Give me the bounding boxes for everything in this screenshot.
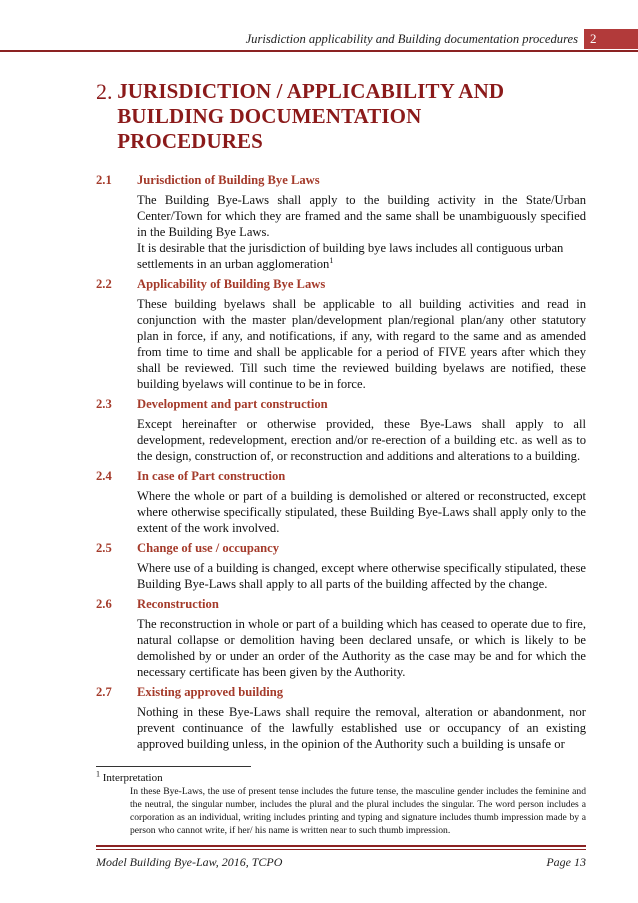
chapter-number-badge: 2 (584, 29, 638, 49)
paragraph: The Building Bye-Laws shall apply to the building activity in the State/Urban Center/Town for which they are framed and the same shall be unambiguously specified in the Building Bye Laws. (137, 193, 586, 239)
section-title: In case of Part construction (137, 469, 286, 483)
paragraph: Where use of a building is changed, except where otherwise specifically stipulated, these Building Bye-Laws shall apply to all parts of the building affected by the change. (137, 561, 586, 591)
section-number: 2.4 (96, 469, 112, 483)
footnote-reference[interactable]: 1 (329, 255, 334, 265)
paragraph: Nothing in these Bye-Laws shall require the removal, alteration or abandonment, nor prevent continuance of the lawfully established use or occupancy of an existing approved building unless, in the opinion of the Authority such a building is unsafe or (137, 705, 586, 751)
chapter-heading (96, 79, 566, 154)
chapter-title: JURISDICTION / APPLICABILITY AND BUILDING DOCUMENTATION PROCEDURES (117, 79, 505, 153)
section-body (137, 704, 586, 752)
footnote-title-text: Interpretation (102, 772, 163, 784)
section-body (137, 192, 586, 272)
running-header-title: Jurisdiction applicability and Building documentation procedures (245, 31, 578, 46)
page-content (96, 172, 586, 756)
section-2-2 (96, 276, 586, 392)
section-heading (96, 468, 586, 484)
running-header (246, 28, 638, 50)
section-2-6 (96, 596, 586, 680)
section-heading (96, 684, 586, 700)
paragraph: These building byelaws shall be applicable to all building activities and read in conjunction with the master plan/development plan/regional plan/any other statutory plan in force, if any, and notifications, if any, with regard to the same and as amended from time to time and shall be applicable for a period of FIVE years after which they shall be reviewed. Till such time the reviewed building byelaws are notified, these building byelaws will continue to be in force. (137, 297, 586, 391)
footnote (96, 771, 586, 837)
footer-rule (96, 845, 586, 847)
section-number: 2.7 (96, 685, 112, 699)
section-title: Applicability of Building Bye Laws (137, 277, 326, 291)
section-number: 2.2 (96, 277, 112, 291)
section-heading (96, 540, 586, 556)
paragraph: The reconstruction in whole or part of a building which has ceased to operate due to fire, natural collapse or demolition having been declared unsafe, or which is likely to be demolished by or under an order of the Authority as the case may be and for which the necessary certificate has been given by the Authority. (137, 617, 586, 679)
section-title: Jurisdiction of Building Bye Laws (137, 173, 320, 187)
section-body (137, 560, 586, 592)
page-footer (96, 855, 586, 870)
section-body (137, 616, 586, 680)
section-2-5 (96, 540, 586, 592)
footer-document-title: Model Building Bye-Law, 2016, TCPO (96, 855, 283, 869)
section-number: 2.6 (96, 597, 112, 611)
section-title: Reconstruction (137, 597, 219, 611)
chapter-number: 2. (96, 79, 113, 104)
footer-rule-thin (96, 849, 586, 850)
paragraph-text: It is desirable that the jurisdiction of building bye laws includes all contiguous urban settlements in an urban agglomeration (137, 241, 564, 271)
section-heading (96, 172, 586, 188)
section-2-4 (96, 468, 586, 536)
footnote-mark: 1 (96, 769, 100, 779)
section-heading (96, 396, 586, 412)
section-2-7 (96, 684, 586, 752)
section-body (137, 296, 586, 392)
section-number: 2.3 (96, 397, 112, 411)
section-heading (96, 596, 586, 612)
paragraph: Except hereinafter or otherwise provided, these Bye-Laws shall apply to all development, redevelopment, erection and/or re-erection of a building etc. as well as to the design, construction of, or reconstruction and additions and alterations to a building. (137, 417, 586, 463)
footer-page-number: Page 13 (546, 855, 586, 869)
section-title: Development and part construction (137, 397, 328, 411)
section-body (137, 488, 586, 536)
section-number: 2.5 (96, 541, 112, 555)
section-number: 2.1 (96, 173, 112, 187)
section-body (137, 416, 586, 464)
section-title: Existing approved building (137, 685, 284, 699)
footnote-text: In these Bye-Laws, the use of present tense includes the future tense, the masculine gender includes the feminine and the neutral, the singular number, includes the plural and the plural includes the singular. The word person includes a corporation as an individual, writing includes printing and typing and signature includes thumb impression made by a person who cannot write, if her/ his name is written near to such thumb impression. (130, 786, 586, 837)
paragraph (137, 240, 586, 272)
header-rule (0, 50, 638, 52)
section-2-1 (96, 172, 586, 272)
footnote-separator (96, 766, 251, 767)
section-heading (96, 276, 586, 292)
section-title: Change of use / occupancy (137, 541, 280, 555)
section-2-3 (96, 396, 586, 464)
footnote-title (96, 771, 586, 785)
paragraph: Where the whole or part of a building is demolished or altered or reconstructed, except where otherwise specifically stipulated, these Building Bye-Laws shall apply only to the extent of the work involved. (137, 489, 586, 535)
